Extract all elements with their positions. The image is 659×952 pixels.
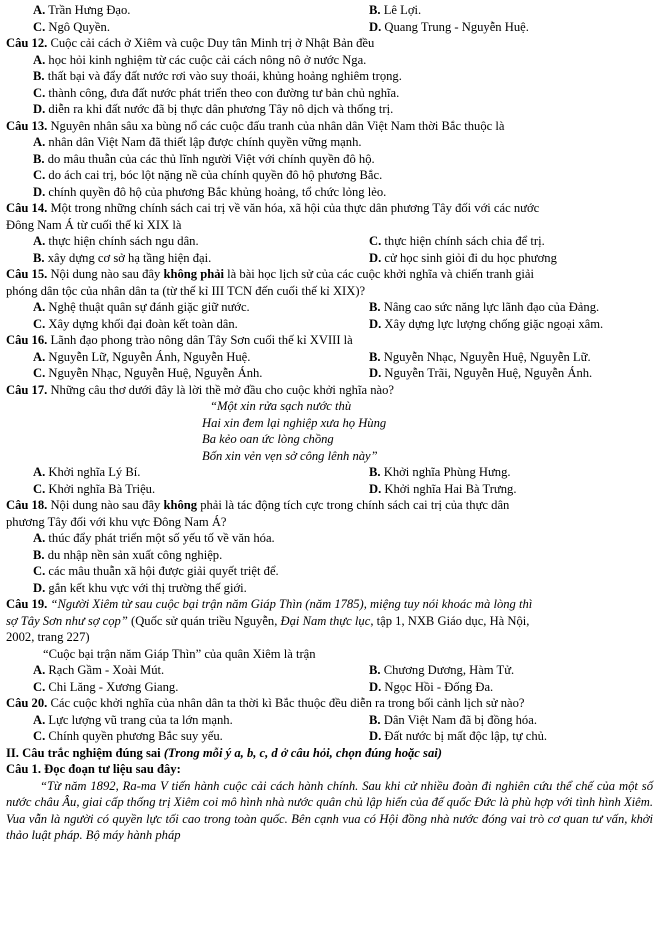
option-row bbox=[6, 712, 653, 729]
question-text: là bài học lịch sử của các cuộc khởi nghĩa và chiến tranh giải bbox=[227, 267, 535, 281]
option-text: Nâng cao sức năng lực lãnh đạo của Đảng. bbox=[383, 300, 600, 314]
option-a bbox=[6, 134, 653, 151]
option-text: diễn ra khi đất nước đã bị thực dân phương Tây nô dịch và thống trị. bbox=[48, 102, 394, 116]
question-15 bbox=[6, 266, 653, 283]
quote-text: “Người Xiêm từ sau cuộc bại trận năm Giáp Thìn (năm 1785), miệng tuy nói khoác mà lòng thì bbox=[50, 597, 533, 611]
poem-block bbox=[6, 398, 653, 464]
option-text-a: Trần Hưng Đạo. bbox=[48, 3, 131, 17]
question-text: Nội dung nào sau đây bbox=[50, 267, 161, 281]
question-emphasis: không phải bbox=[163, 267, 224, 281]
question-number: Câu 13. bbox=[6, 118, 48, 133]
section-title: II. Câu trắc nghiệm đúng sai bbox=[6, 745, 161, 760]
option-text: chính quyền đô hộ của phương Bắc khủng hoảng, tổ chức lỏng lẻo. bbox=[48, 184, 387, 199]
option-text: Khởi nghĩa Lý Bí. bbox=[48, 465, 141, 479]
option-text: xây dựng cơ sở hạ tầng hiện đại. bbox=[47, 250, 212, 265]
option-text: Chính quyền phương Bắc suy yếu. bbox=[48, 729, 223, 743]
option-text: cử học sinh giỏi đi du học phương bbox=[384, 250, 557, 265]
source-paragraph: “Từ năm 1892, Ra-ma V tiến hành cuộc cải cách hành chính. Sau khi cử nhiều đoàn đi nghiên cứu thể chế của một số nước châu Âu, giai cấp thống trị Xiêm coi mô hình nhà nước quân chủ lập hiến của đế quốc Đức là phù hợp với tình hình Xiêm. Vua vẫn là người có quyền lực tối cao trong toàn quốc. Bên cạnh vua có Hội đồng nhà nước đóng vai trò cơ quan tư vấn, khởi thảo luật pháp. Bộ máy hành pháp bbox=[6, 778, 653, 842]
option-row bbox=[6, 365, 653, 382]
option-text: Xây dựng khối đại đoàn kết toàn dân. bbox=[48, 316, 238, 331]
question-number: Câu 15. bbox=[6, 267, 48, 281]
option-label: D. bbox=[33, 102, 46, 116]
question-text: phải là tác động tích cực trong chính sách cai trị của thực dân bbox=[200, 498, 510, 512]
question-number: Câu 19. bbox=[6, 597, 48, 611]
source-text: (Quốc sử quán triều Nguyễn, bbox=[131, 613, 278, 628]
option-text: Nghệ thuật quân sự đánh giặc giữ nước. bbox=[48, 300, 250, 314]
option-label: A. bbox=[33, 663, 46, 677]
option-label: A. bbox=[33, 349, 46, 364]
option-label: C. bbox=[369, 234, 382, 248]
option-text: Dân Việt Nam đã bị đồng hóa. bbox=[383, 712, 537, 727]
option-label: A. bbox=[33, 712, 46, 727]
option-label: A. bbox=[33, 300, 46, 314]
source-text: , tập 1, NXB Giáo dục, Hà Nội, bbox=[370, 613, 530, 628]
option-text: Xây dựng lực lượng chống giặc ngoại xâm. bbox=[384, 316, 604, 331]
question-17 bbox=[6, 382, 653, 399]
option-text: do ách cai trị, bóc lột nặng nề của chính quyền đô hộ phương Bắc. bbox=[48, 168, 383, 182]
question-text: Lãnh đạo phong trào nông dân Tây Sơn cuối thế kỉ XVIII là bbox=[50, 333, 353, 347]
option-text: thúc đẩy phát triển một số yếu tố về văn hóa. bbox=[48, 531, 275, 545]
source-title: Đại Nam thực lục bbox=[280, 613, 371, 628]
question-emphasis: không bbox=[163, 498, 198, 512]
option-label: D. bbox=[369, 481, 382, 496]
option-label: D. bbox=[369, 316, 382, 331]
option-label: D. bbox=[33, 580, 46, 595]
option-label: C. bbox=[33, 85, 46, 100]
option-label: B. bbox=[369, 663, 381, 677]
option-label: A. bbox=[33, 234, 46, 248]
option-row bbox=[6, 19, 653, 36]
question-text: Các cuộc khởi nghĩa của nhân dân ta thời kì Bắc thuộc đều diễn ra trong bối cảnh lịch sử nào? bbox=[50, 696, 525, 710]
question-text: Một trong những chính sách cai trị về văn hóa, xã hội của thực dân phương Tây đối với các nước bbox=[50, 201, 540, 215]
question-text: Cuộc cải cách ở Xiêm và cuộc Duy tân Minh trị ở Nhật Bản đều bbox=[50, 36, 375, 50]
option-row bbox=[6, 250, 653, 267]
option-text: thành công, đưa đất nước phát triển theo con đường tư bản chủ nghĩa. bbox=[48, 85, 400, 100]
option-label: C. bbox=[33, 729, 46, 743]
option-text-b: Lê Lợi. bbox=[383, 3, 422, 17]
question-ask: “Cuộc bại trận năm Giáp Thìn” của quân Xiêm là trận bbox=[43, 646, 316, 661]
option-text: nhân dân Việt Nam đã thiết lập được chính quyền vững mạnh. bbox=[48, 135, 362, 149]
option-label: D. bbox=[33, 184, 46, 199]
option-row bbox=[6, 299, 653, 316]
option-label: B. bbox=[33, 69, 45, 83]
source-text-cont: 2002, trang 227) bbox=[6, 630, 90, 644]
option-label: B. bbox=[369, 712, 381, 727]
question-18 bbox=[6, 497, 653, 514]
option-label: D. bbox=[369, 729, 382, 743]
option-text: Khởi nghĩa Hai Bà Trưng. bbox=[384, 481, 517, 496]
quote-text: sợ Tây Sơn như sợ cọp” bbox=[6, 613, 128, 628]
option-text: Ngọc Hồi - Đống Đa. bbox=[384, 679, 494, 694]
option-d bbox=[6, 580, 653, 597]
option-d bbox=[6, 101, 653, 118]
option-label: B. bbox=[369, 465, 381, 479]
option-label: B. bbox=[33, 151, 45, 166]
section-note: (Trong mỗi ý a, b, c, d ở câu hỏi, chọn đúng hoặc sai) bbox=[163, 745, 442, 760]
question-number: Câu 18. bbox=[6, 498, 48, 512]
option-text: du nhập nền sản xuất công nghiệp. bbox=[47, 547, 223, 562]
option-b bbox=[6, 151, 653, 168]
s2-question-1-title: Câu 1. Đọc đoạn tư liệu sau đây: bbox=[6, 762, 181, 776]
section-heading bbox=[6, 745, 653, 762]
option-label: B. bbox=[369, 300, 381, 314]
option-c bbox=[6, 85, 653, 102]
question-16 bbox=[6, 332, 653, 349]
question-13 bbox=[6, 118, 653, 135]
option-row bbox=[6, 464, 653, 481]
option-text: Chi Lăng - Xương Giang. bbox=[48, 679, 179, 694]
poem-line: “Một xin rửa sạch nước thù bbox=[210, 399, 352, 413]
option-text-d: Quang Trung - Nguyễn Huệ. bbox=[384, 19, 529, 34]
option-row bbox=[6, 679, 653, 696]
option-label: A. bbox=[33, 531, 46, 545]
question-text: Những câu thơ dưới đây là lời thề mở đầu cho cuộc khởi nghĩa nào? bbox=[50, 382, 394, 397]
question-number: Câu 17. bbox=[6, 382, 48, 397]
question-number: Câu 12. bbox=[6, 36, 48, 50]
option-row bbox=[6, 2, 653, 19]
option-text: thực hiện chính sách chia để trị. bbox=[384, 234, 545, 248]
option-text: Đất nước bị mất độc lập, tự chủ. bbox=[384, 729, 548, 743]
option-label: C. bbox=[33, 366, 46, 380]
question-14 bbox=[6, 200, 653, 217]
option-label: D. bbox=[369, 679, 382, 694]
question-12 bbox=[6, 35, 653, 52]
question-text: Nguyên nhân sâu xa bùng nổ các cuộc đấu tranh của nhân dân Việt Nam thời Bắc thuộc là bbox=[50, 118, 505, 133]
option-label: C. bbox=[33, 564, 46, 578]
option-label-d: D. bbox=[369, 19, 382, 34]
option-text: thực hiện chính sách ngu dân. bbox=[48, 234, 199, 248]
option-label: A. bbox=[33, 135, 46, 149]
option-text: Nguyễn Trãi, Nguyễn Huệ, Nguyễn Ánh. bbox=[384, 366, 593, 380]
option-text: thất bại và đẩy đất nước rơi vào suy thoái, khủng hoảng nghiêm trọng. bbox=[47, 69, 402, 83]
question-number: Câu 20. bbox=[6, 696, 48, 710]
option-row bbox=[6, 481, 653, 498]
question-text-cont: phóng dân tộc của nhân dân ta (từ thế kỉ III TCN đến cuối thế kỉ XIX)? bbox=[6, 283, 366, 298]
option-label: C. bbox=[33, 679, 46, 694]
option-text: Lực lượng vũ trang của ta lớn mạnh. bbox=[48, 712, 233, 727]
option-c bbox=[6, 167, 653, 184]
option-text: Khởi nghĩa Phùng Hưng. bbox=[383, 465, 511, 479]
quote-source bbox=[6, 613, 653, 630]
option-c bbox=[6, 563, 653, 580]
option-text: gắn kết khu vực với thị trường thế giới. bbox=[48, 580, 247, 595]
option-label: C. bbox=[33, 316, 46, 331]
option-label-a: A. bbox=[33, 3, 46, 17]
poem-line: Bốn xin vẻn vẹn sở công lênh này” bbox=[202, 448, 378, 463]
option-label: B. bbox=[369, 349, 381, 364]
question-text: Nội dung nào sau đây bbox=[50, 498, 161, 512]
option-b bbox=[6, 547, 653, 564]
option-text: Nguyễn Lữ, Nguyễn Ánh, Nguyễn Huệ. bbox=[48, 349, 251, 364]
option-label-b: B. bbox=[369, 3, 381, 17]
option-text: Chương Dương, Hàm Tử. bbox=[383, 663, 515, 677]
option-text-c: Ngô Quyền. bbox=[48, 19, 110, 34]
option-text: Nguyễn Nhạc, Nguyễn Huệ, Nguyễn Ánh. bbox=[48, 366, 263, 380]
option-row bbox=[6, 662, 653, 679]
question-number: Câu 16. bbox=[6, 333, 48, 347]
option-label: A. bbox=[33, 52, 46, 67]
option-d bbox=[6, 184, 653, 201]
option-row bbox=[6, 233, 653, 250]
option-label: D. bbox=[369, 366, 382, 380]
option-label: A. bbox=[33, 465, 46, 479]
poem-line: Ba kẻo oan ức lòng chồng bbox=[202, 432, 334, 446]
option-label: B. bbox=[33, 250, 45, 265]
question-number: Câu 14. bbox=[6, 201, 48, 215]
option-text: Rạch Gầm - Xoài Mút. bbox=[48, 663, 165, 677]
option-label: B. bbox=[33, 547, 45, 562]
option-text: học hỏi kinh nghiệm từ các cuộc cải cách nông nô ở nước Nga. bbox=[48, 52, 367, 67]
option-row bbox=[6, 728, 653, 745]
option-label: C. bbox=[33, 168, 46, 182]
option-a bbox=[6, 52, 653, 69]
option-label: C. bbox=[33, 481, 46, 496]
option-text: do mâu thuẫn của các thủ lĩnh người Việt với chính quyền đô hộ. bbox=[47, 151, 375, 166]
poem-line: Hai xin đem lại nghiệp xưa họ Hùng bbox=[202, 415, 387, 430]
question-19 bbox=[6, 596, 653, 613]
question-20 bbox=[6, 695, 653, 712]
option-text: Khởi nghĩa Bà Triệu. bbox=[48, 481, 156, 496]
option-text: các mâu thuẫn xã hội được giải quyết triệt để. bbox=[48, 564, 279, 578]
option-label-c: C. bbox=[33, 19, 46, 34]
option-a bbox=[6, 530, 653, 547]
question-text-cont: phương Tây đối với khu vực Đông Nam Á? bbox=[6, 514, 227, 529]
option-text: Nguyễn Nhạc, Nguyễn Huệ, Nguyễn Lữ. bbox=[383, 349, 591, 364]
option-b bbox=[6, 68, 653, 85]
option-row bbox=[6, 316, 653, 333]
question-text-cont: Đông Nam Á từ cuối thế kỉ XIX là bbox=[6, 217, 182, 232]
option-label: D. bbox=[369, 250, 382, 265]
option-row bbox=[6, 349, 653, 366]
